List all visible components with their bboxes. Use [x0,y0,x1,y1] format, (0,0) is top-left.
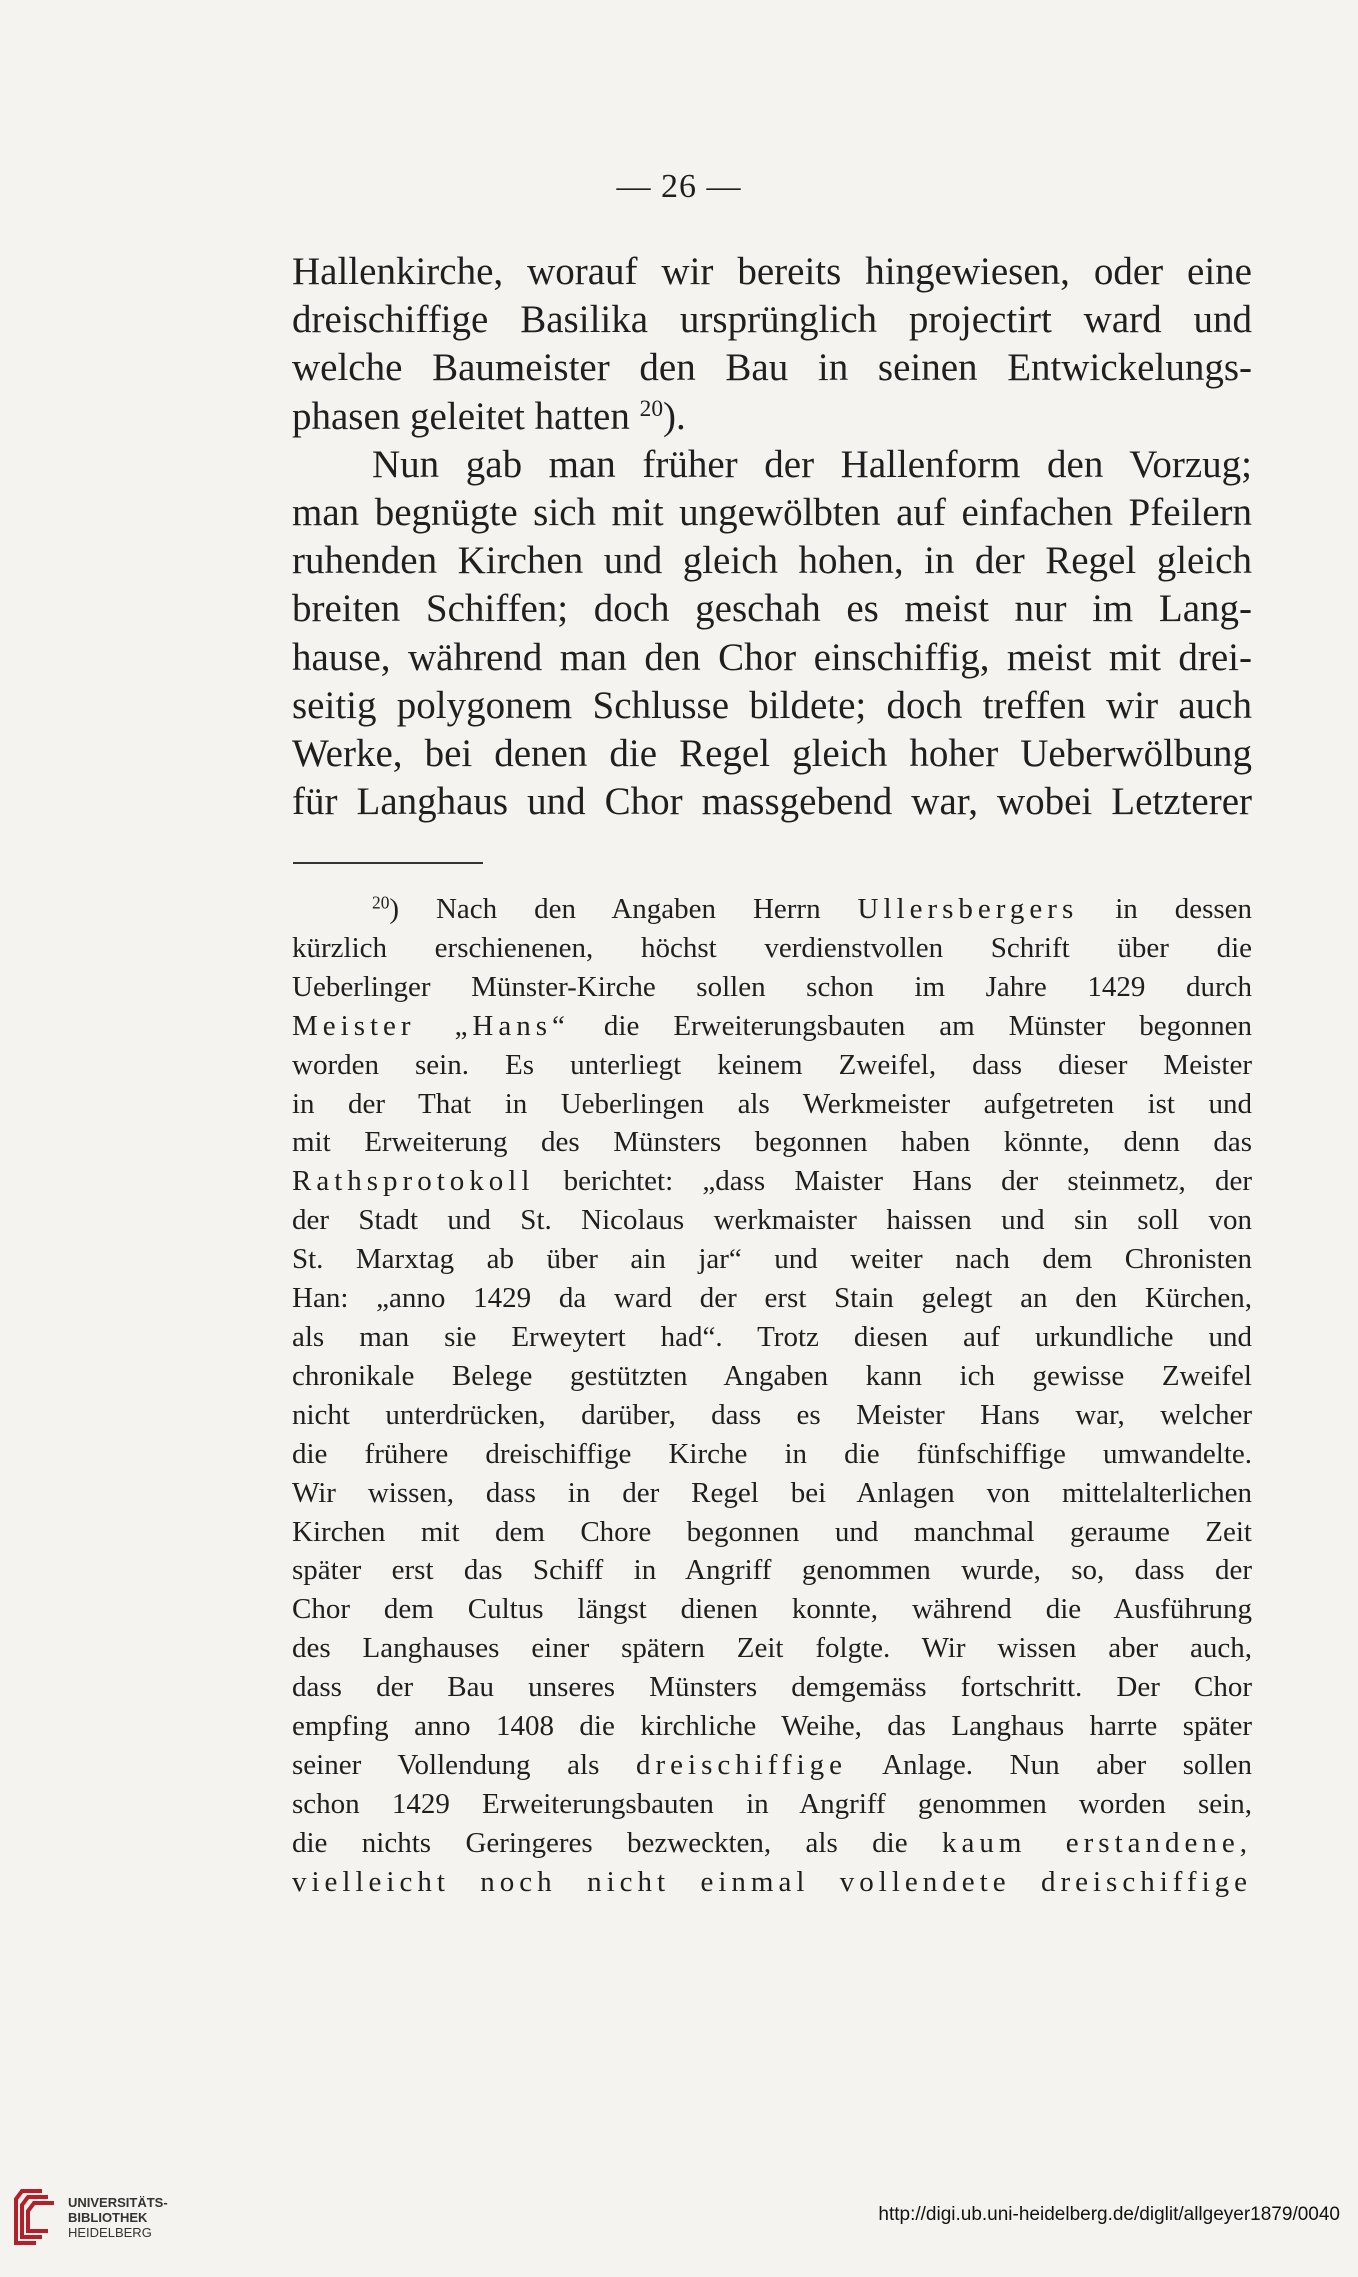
name-ullersbergers: Ullersbergers [857,893,1079,925]
footnote-line: als man sie Erweytert had“. Trotz diesen auf urkundliche und [292,1320,1252,1353]
text-line: welche Baumeister den Bau in seinen Entwickelungs- [292,346,1252,390]
footnote-line: Chor dem Cultus längst dienen konnte, während die Ausführung [292,1593,1252,1626]
text-line: für Langhaus und Chor massgebend war, wobei Letzterer [292,780,1252,824]
text-line: man begnügte sich mit ungewölbten auf einfachen Pfeilern [292,491,1252,535]
footnote-marker: 20 [372,892,390,913]
footnote-line: Wir wissen, dass in der Regel bei Anlagen von mittelalterlichen [292,1476,1252,1509]
footnote-line: der Stadt und St. Nicolaus werkmaister haissen und sin soll von [292,1204,1252,1237]
text-line: seitig polygonem Schlusse bildete; doch treffen wir auch [292,683,1252,727]
footnote-line: nicht unterdrücken, darüber, dass es Meister Hans war, welcher [292,1398,1252,1431]
footnote-line: chronikale Belege gestützten Angaben kann ich gewisse Zweifel [292,1359,1252,1392]
footnote-line: Meister „Hans“ die Erweiterungsbauten am Münster begonnen [292,1009,1252,1042]
text-line: phasen geleitet hatten $^{20}$). [292,394,686,438]
text-line: dreischiffige Basilika ursprünglich projectirt ward und [292,298,1252,342]
footnote-line: später erst das Schiff in Angriff genommen wurde, so, dass der [292,1554,1252,1587]
text-line: Nun gab man früher der Hallenform den Vorzug; [372,442,1252,486]
footnote-line: Rathsprotokoll berichtet: „dass Maister Hans der steinmetz, der [292,1165,1253,1198]
footnote-line: die nichts Geringeres bezweckten, als die kaum erstandene, [292,1826,1253,1859]
footnote-line: die frühere dreischiffige Kirche in die fünfschiffige umwandelte. [292,1437,1252,1470]
name-meister-hans: Meister „Hans“ [292,1009,570,1042]
footnote-line: Han: „anno 1429 da ward der erst Stain gelegt an den Kürchen, [292,1282,1252,1315]
footnote-line: mit Erweiterung des Münsters begonnen haben könnte, denn das [292,1126,1252,1159]
footnote-divider [293,862,483,864]
main-text [292,248,1252,826]
footnote-line: dass der Bau unseres Münsters demgemäss fortschritt. Der Chor [292,1671,1252,1704]
footnote-line: in der That in Ueberlingen als Werkmeister aufgetreten ist und [292,1087,1252,1120]
library-logo[interactable] [12,2187,168,2247]
text-line: hause, während man den Chor einschiffig, meist mit drei- [292,635,1252,679]
footnote-line: seiner Vollendung als dreischiffige Anlage. Nun aber sollen [292,1748,1253,1781]
footnote-line: des Langhauses einer spätern Zeit folgte. Wir wissen aber auch, [292,1632,1252,1665]
footnote-line: $^{20}$) Nach den Angaben Herrn Ullersbergers in dessen [372,892,1253,925]
library-name: UNIVERSITÄTS- BIBLIOTHEK HEIDELBERG [68,2194,168,2240]
footnote-line: Ueberlinger Münster-Kirche sollen schon im Jahre 1429 durch [292,970,1252,1003]
page-number: — 26 — [616,168,742,205]
footnote-line: Kirchen mit dem Chore begonnen und manchmal geraume Zeit [292,1515,1252,1548]
footnote-line: St. Marxtag ab über ain jar“ und weiter nach dem Chronisten [292,1243,1252,1276]
footnote-line: worden sein. Es unterliegt keinem Zweifel, dass dieser Meister [292,1048,1252,1081]
footnote [292,890,1252,1902]
source-url[interactable]: http://digi.ub.uni-heidelberg.de/diglit/allgeyer1879/0040 [878,2204,1340,2225]
text-line: Hallenkirche, worauf wir bereits hingewiesen, oder eine [292,250,1252,293]
text-line: breiten Schiffen; doch geschah es meist nur im Lang- [292,587,1252,631]
footnote-reference[interactable]: 20 [639,395,664,422]
footnote-line: empfing anno 1408 die kirchliche Weihe, das Langhaus harrte später [292,1710,1252,1743]
text-line: ruhenden Kirchen und gleich hohen, in der Regel gleich [292,539,1252,583]
text-line: Werke, bei denen die Regel gleich hoher Ueberwölbung [292,732,1252,776]
footnote-line: vielleicht noch nicht einmal vollendete dreischiffige [292,1865,1252,1898]
library-emblem-icon [12,2187,58,2247]
footnote-line: kürzlich erschienenen, höchst verdienstvollen Schrift über die [292,931,1252,964]
footnote-line: schon 1429 Erweiterungsbauten in Angriff genommen worden sein, [292,1787,1252,1820]
